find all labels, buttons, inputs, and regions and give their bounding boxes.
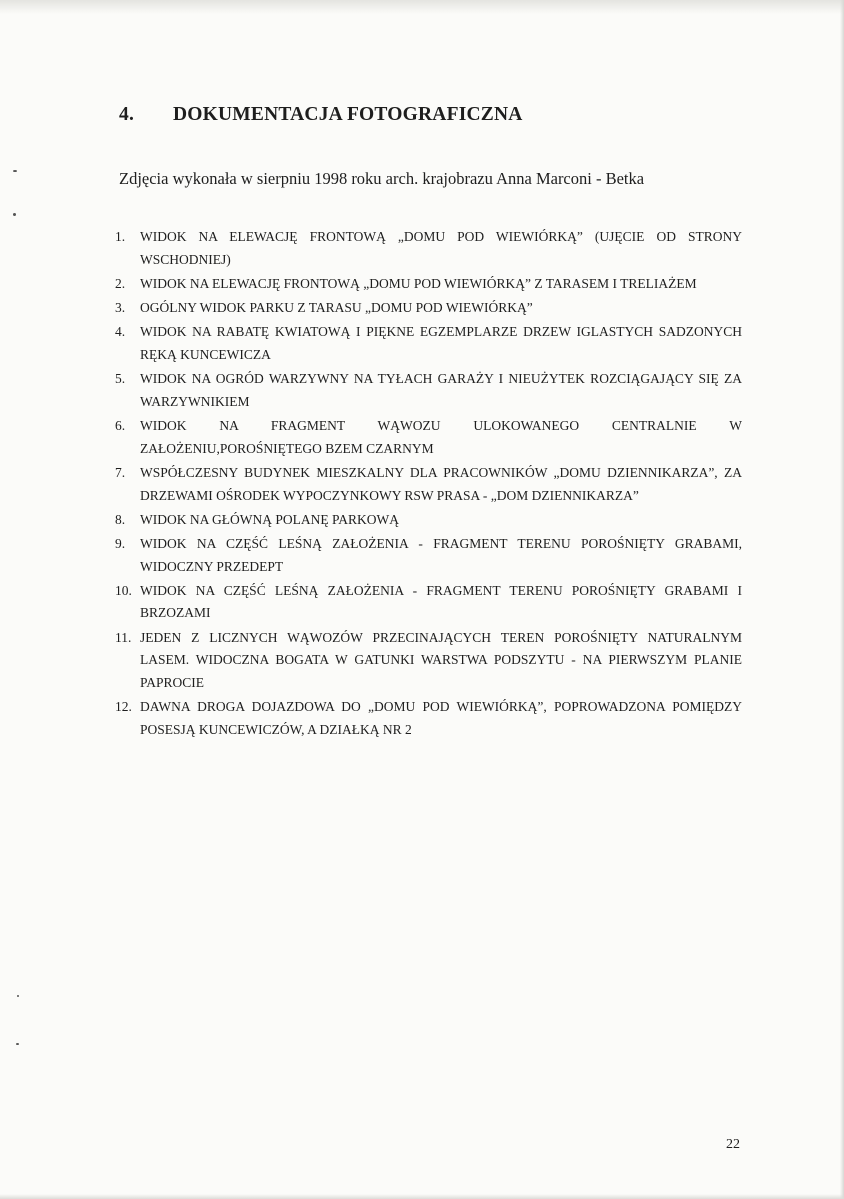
list-item-text: WIDOK NA CZĘŚĆ LEŚNĄ ZAŁOŻENIA - FRAGMENT TERENU POROŚNIĘTY GRABAMI I BRZOZAMI <box>140 582 742 621</box>
list-item <box>115 415 742 461</box>
section-title: DOKUMENTACJA FOTOGRAFICZNA <box>173 104 523 125</box>
section-heading <box>119 104 523 126</box>
list-item-text: WSPÓŁCZESNY BUDYNEK MIESZKALNY DLA PRACOWNIKÓW „DOMU DZIENNIKARZA”, ZA DRZEWAMI OŚRODEK WYPOCZYNKOWY RSW PRASA - „DOM DZIENNIKARZA” <box>140 464 742 503</box>
list-item <box>115 321 742 367</box>
photo-list <box>115 226 742 743</box>
list-item <box>115 627 742 695</box>
list-item-number: 9. <box>115 535 126 551</box>
list-item-number: 5. <box>115 370 126 386</box>
list-item-number: 11. <box>115 629 132 645</box>
section-number: 4. <box>119 104 135 125</box>
intro-text: Zdjęcia wykonała w sierpniu 1998 roku arch. krajobrazu Anna Marconi - Betka <box>119 169 645 188</box>
page-number: 22 <box>726 1137 740 1152</box>
list-item <box>115 368 742 414</box>
scan-right-edge <box>840 0 844 1199</box>
list-item <box>115 533 742 579</box>
list-item-text: WIDOK NA ELEWACJĘ FRONTOWĄ „DOMU POD WIEWIÓRKĄ” Z TARASEM I TRELIAŻEM <box>140 275 697 291</box>
list-item-number: 12. <box>115 699 132 715</box>
scan-speck <box>13 170 17 172</box>
list-item-number: 3. <box>115 299 126 315</box>
list-item-text: WIDOK NA OGRÓD WARZYWNY NA TYŁACH GARAŻY I NIEUŻYTEK ROZCIĄGAJĄCY SIĘ ZA WARZYWNIKIEM <box>140 370 742 409</box>
list-item-number: 7. <box>115 464 126 480</box>
scan-speck <box>16 1043 19 1045</box>
list-item <box>115 297 742 320</box>
list-item <box>115 696 742 742</box>
list-item-text: DAWNA DROGA DOJAZDOWA DO „DOMU POD WIEWIÓRKĄ”, POPROWADZONA POMIĘDZY POSESJĄ KUNCEWICZÓW, A DZIAŁKĄ NR 2 <box>140 699 742 737</box>
list-item-text: JEDEN Z LICZNYCH WĄWOZÓW PRZECINAJĄCYCH TEREN POROŚNIĘTY NATURALNYM LASEM. WIDOCZNA BOGATA W GATUNKI WARSTWA PODSZYTU - NA PIERWSZYM PLANIE PAPROCIE <box>140 629 742 691</box>
list-item <box>115 580 742 626</box>
list-item-number: 8. <box>115 511 126 527</box>
list-item <box>115 226 742 272</box>
list-item-text: WIDOK NA GŁÓWNĄ POLANĘ PARKOWĄ <box>140 511 399 527</box>
list-item-number: 4. <box>115 324 126 340</box>
scan-speck <box>17 995 19 997</box>
scan-speck <box>13 213 16 216</box>
list-item-text: WIDOK NA ELEWACJĘ FRONTOWĄ „DOMU POD WIEWIÓRKĄ” (UJĘCIE OD STRONY WSCHODNIEJ) <box>140 229 742 267</box>
list-item <box>115 462 742 508</box>
list-item-text: WIDOK NA RABATĘ KWIATOWĄ I PIĘKNE EGZEMPLARZE DRZEW IGLASTYCH SADZONYCH RĘKĄ KUNCEWICZA <box>140 324 742 362</box>
list-item-number: 2. <box>115 275 126 291</box>
list-item-text: WIDOK NA CZĘŚĆ LEŚNĄ ZAŁOŻENIA - FRAGMENT TERENU POROŚNIĘTY GRABAMI, WIDOCZNY PRZEDEPT <box>140 535 742 574</box>
list-item-number: 1. <box>115 229 126 244</box>
list-item <box>115 509 742 532</box>
list-item-text: OGÓLNY WIDOK PARKU Z TARASU „DOMU POD WIEWIÓRKĄ” <box>140 299 533 315</box>
list-item-number: 6. <box>115 417 126 433</box>
scan-bottom-edge <box>0 1194 844 1199</box>
list-item <box>115 273 742 296</box>
list-item-number: 10. <box>115 582 132 598</box>
list-item-text: WIDOK NA FRAGMENT WĄWOZU ULOKOWANEGO CENTRALNIE W ZAŁOŻENIU,POROŚNIĘTEGO BZEM CZARNYM <box>140 417 742 456</box>
scan-top-edge <box>0 0 844 14</box>
